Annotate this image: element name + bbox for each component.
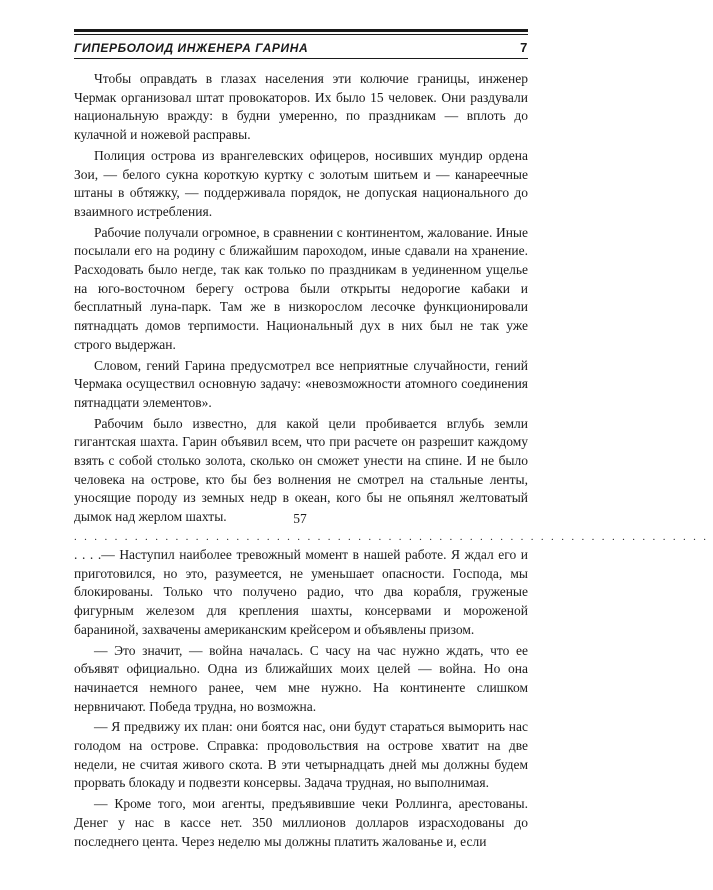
paragraph: . . . .— Наступил наиболее тревожный момент в нашей работе. Я ждал его и приготовился, но это, разумеется, не уменьшает опасности. Господа, мы блокированы. Только что получено радио, что два корабля, груженые фигурным железом для крепления шахты, консервами и мороженой бараниной, захвачены американским крейсером и объявлены призом. xyxy=(74,547,528,637)
header-rule-thick xyxy=(74,29,528,32)
header-rule-thin xyxy=(74,34,528,35)
page-number: 7 xyxy=(520,40,528,55)
paragraph: — Это значит, — война началась. С часу на час нужно ждать, что ее объявят официально. Одна из ближайших моих целей — война. Но она начинается немного ранее, чем мне нужно. На континенте слишком нервничают. Победа трудна, но возможна. xyxy=(74,642,528,714)
paragraph: — Кроме того, мои агенты, предъявившие чеки Роллинга, арестованы. Денег у нас в кассе нет. 350 миллионов долларов израсходованы до последнего цента. Через неделю мы должны платить жалованье и, если xyxy=(74,796,528,849)
paragraph: — Я предвижу их план: они боятся нас, они будут стараться выморить нас голодом на острове. Справка: продовольствия на острове хватит на две недели, не считая живого скота. В эти четырнадцать дней мы должны будем прорвать блокаду и подвезти консервы. Задача трудная, но выполнимая. xyxy=(74,719,528,791)
text-block-upper xyxy=(74,70,528,529)
running-head xyxy=(74,40,528,58)
header-underline xyxy=(74,58,528,59)
chapter-number: 57 xyxy=(293,511,307,526)
paragraph: Полиция острова из врангелевских офицеров, носивших мундир ордена Зои, — белого сукна короткую куртку с золотым шитьем и — канареечные штаны в обтяжку, — поддерживала порядок, не допуская национального до взаимного истребления. xyxy=(74,147,528,219)
paragraph: Чтобы оправдать в глазах населения эти колючие границы, инженер Чермак организовал штат провокаторов. Их было 15 человек. Они раздували национальную вражду: в будни умеренно, по праздникам — вплоть до кулачной и ножевой расправы. xyxy=(74,71,528,143)
chapter-separator: ............................................................... xyxy=(74,531,713,543)
paragraph: Словом, гений Гарина предусмотрел все неприятные случайности, гений Чермака осуществил основную задачу: «невозможности атомного соединения пятнадцати элементов». xyxy=(74,357,528,410)
running-title: ГИПЕРБОЛОИД ИНЖЕНЕРА ГАРИНА xyxy=(74,41,309,55)
paragraph: Рабочие получали огромное, в сравнении с континентом, жалование. Иные посылали его на родину с ближайшим пароходом, иные сдавали на хранение. Расходовать было негде, так как только по праздникам в уединенном ущелье на юго-восточном берегу острова были открыты недорогие кабаки и бесплатный луна-парк. Там же в низкорослом лесочке функционировали пятнадцать домов терпимости. Национальный дух в них был не так уже строго выдержан. xyxy=(74,224,528,352)
paragraph: Рабочим было известно, для какой цели пробивается вглубь земли гигантская шахта. Гарин объявил всем, что при расчете он разрешит каждому взять с собой столько золота, сколько он сможет унести на спине. И не было человека на острове, кто бы без волнения не смотрел на стальные ленты, уносящие породу из земных недр в океан, кого бы не опьянял желтоватый дымок над жерлом шахты. xyxy=(74,415,528,525)
text-block-lower xyxy=(74,546,528,853)
